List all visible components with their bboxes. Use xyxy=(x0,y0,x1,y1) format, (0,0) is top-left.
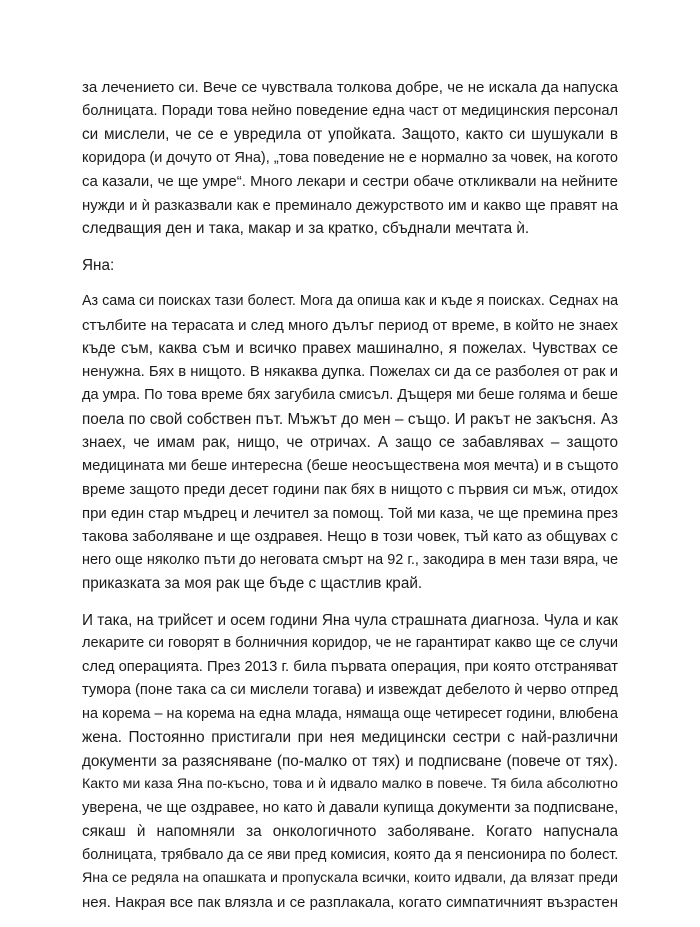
text-line: тумора (поне така са си мислели тогава) и извеждат дебелото ѝ черво отпред xyxy=(82,682,618,698)
paragraph xyxy=(82,609,618,915)
text-line: къде съм, каква съм и всичко правех машинално, я пожелах. Чувствах се xyxy=(82,340,618,357)
text-body xyxy=(82,76,618,927)
text-line: Аз сама си поисках тази болест. Мога да опиша как и къде я поисках. Седнах на xyxy=(82,293,619,309)
text-line: при един стар мъдрец и лечител за помощ. Той ми каза, че ще премина през xyxy=(82,504,618,522)
paragraph xyxy=(82,290,618,596)
text-line: Яна: xyxy=(82,256,115,274)
text-line: приказката за моя рак ще бъде с щастлив край. xyxy=(82,575,423,592)
paragraph xyxy=(82,254,618,278)
text-line: документи за разясняване (по-малко от тях) и подписване (повече от тях). xyxy=(82,752,618,770)
text-line: сякаш ѝ напомняли за онкологичното заболяване. Когато напуснала xyxy=(82,823,618,840)
text-line: време защото преди десет години пак бях в нищото с първия си мъж, отидох xyxy=(82,481,619,498)
text-line: знаех, че имам рак, нищо, че отричах. А защо се забавлявах – защото xyxy=(82,434,618,451)
text-line: Както ми каза Яна по-късно, това и ѝ идвало малко в повече. Тя била абсолютно xyxy=(82,776,618,792)
text-line: лекарите си говорят в болничния коридор, че не гарантират какво ще се случи xyxy=(82,635,618,651)
text-line: за лечението си. Вече се чувствала толкова добре, че не искала да напуска xyxy=(82,79,618,96)
text-line: да умра. По това време бях загубила смисъл. Дъщеря ми беше голяма и беше xyxy=(82,387,618,403)
text-line: него още няколко пъти до неговата смърт на 92 г., закодира в мен тази вяра, че xyxy=(82,551,619,568)
text-line: коридора (и дочуто от Яна), „това поведение не е нормално за човек, на когото xyxy=(82,149,618,166)
text-line: са казали, че ще умре“. Много лекари и сестри обаче откликвали на нейните xyxy=(82,173,618,190)
text-line: И така, на трийсет и осем години Яна чула страшната диагноза. Чула и как xyxy=(82,611,618,629)
text-line: стълбите на терасата и след много дълъг период от време, в който не знаех xyxy=(82,316,618,334)
text-line: следващия ден и така, макар и за кратко, сбъднали мечтата ѝ. xyxy=(82,220,530,237)
text-line: на корема – на корема на една млада, нямаща още четиресет години, влюбена xyxy=(82,705,618,722)
text-line: жена. Постоянно пристигали при нея медицински сестри с най-различни xyxy=(82,729,618,746)
text-line: медицината ми беше интересна (беше неосъществена моя мечта) и в същото xyxy=(82,457,619,474)
text-line: Яна се редяла на опашката и пропускала всички, които идвали, да влязат преди xyxy=(82,870,618,886)
text-line: болницата. Поради това нейно поведение една част от медицинския персонал xyxy=(82,102,618,119)
text-line: уверена, че ще оздравее, но като ѝ давали купища документи за подписване, xyxy=(82,799,619,816)
text-line: нея. Накрая все пак влязла и се разплакала, когато симпатичният възрастен xyxy=(82,893,618,911)
text-line: си мислели, че се е увредила от упойката. Защото, както си шушукали в xyxy=(82,126,618,143)
text-line: болницата, трябвало да се яви пред комисия, която да я пенсионира по болест. xyxy=(82,846,619,863)
text-line: такова заболяване и ще оздравея. Нещо в този човек, тъй като аз общувах с xyxy=(82,528,618,545)
text-line: след операцията. През 2013 г. била първата операция, при която отстраняват xyxy=(82,658,618,675)
paragraph xyxy=(82,76,618,241)
text-line: нужди и ѝ разказвали как е преминало дежурството им и какво ще правят на xyxy=(82,196,618,214)
text-line: ненужна. Бях в нищото. В някаква дупка. Пожелах си да се разболея от рак и xyxy=(82,363,618,380)
text-line: поела по свой собствен път. Мъжът до мен – също. И ракът не закъсня. Аз xyxy=(82,410,618,428)
